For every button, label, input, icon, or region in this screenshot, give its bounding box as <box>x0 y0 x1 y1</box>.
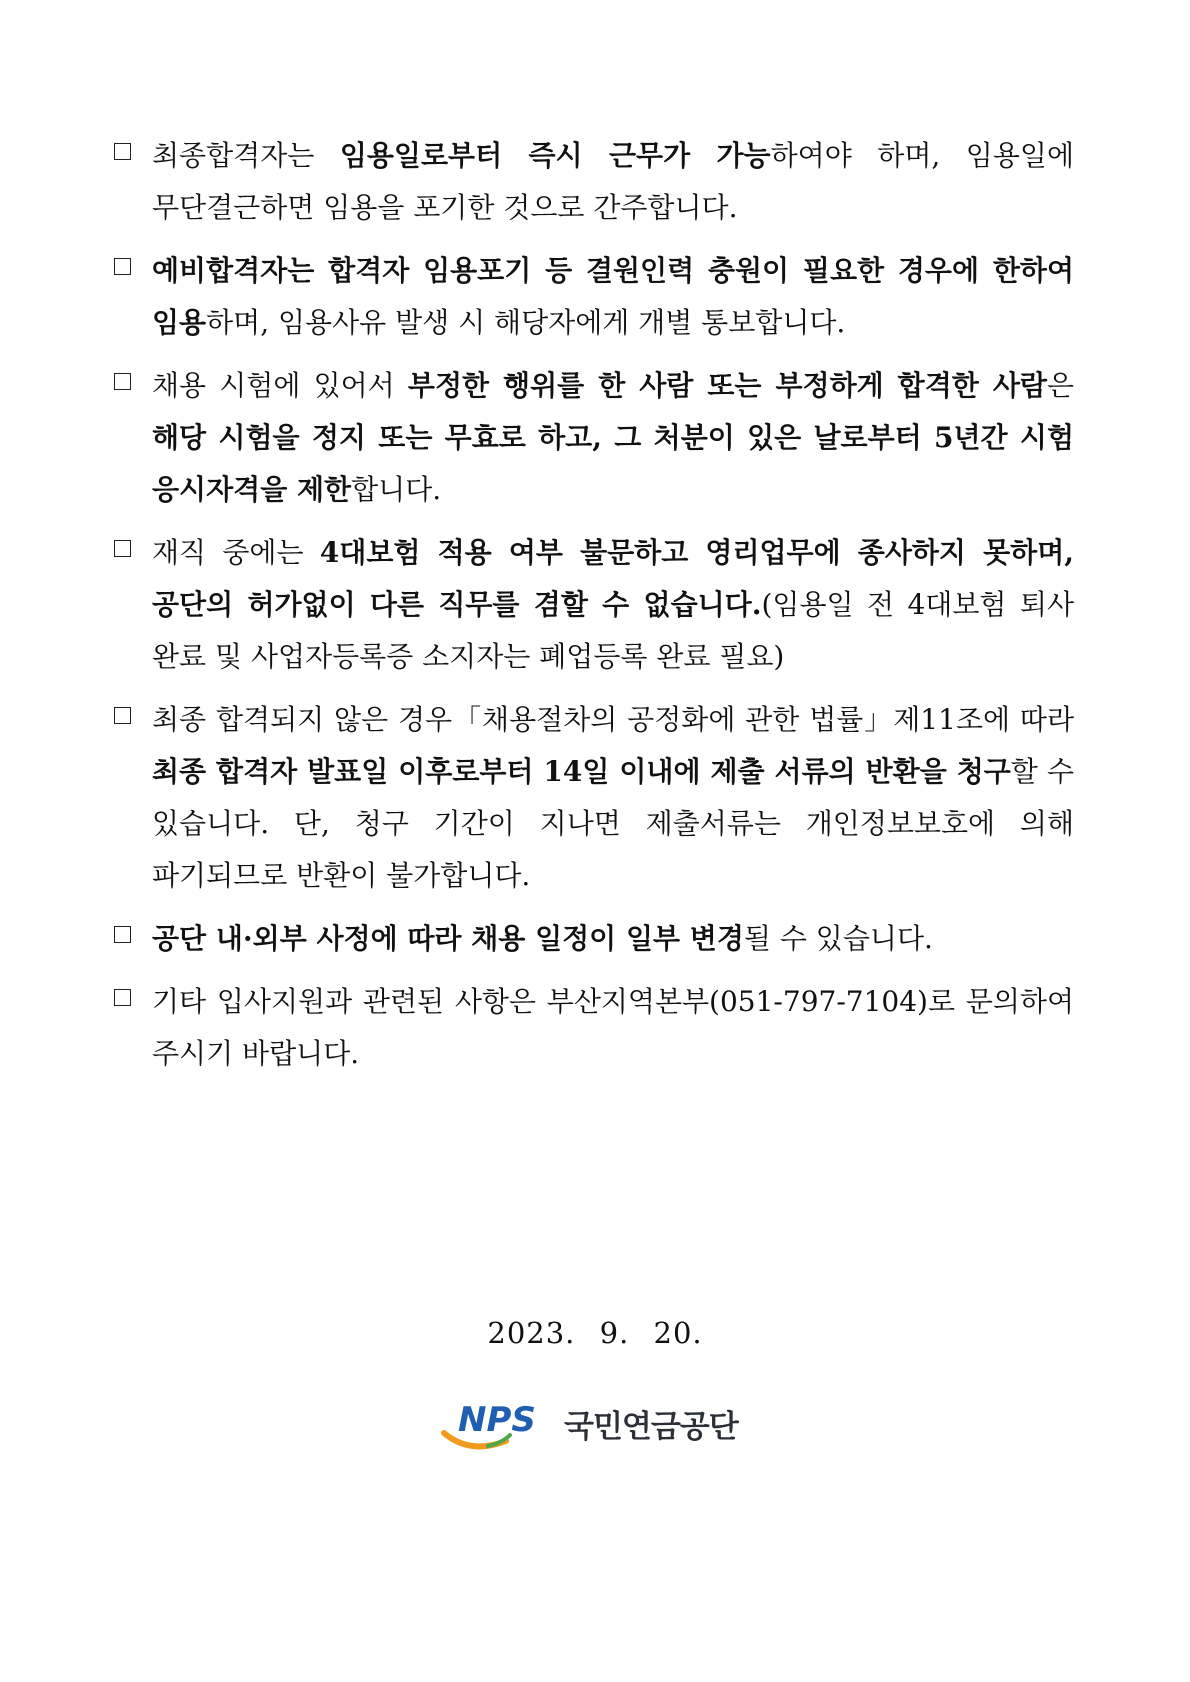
notice-segment: 할 수 있습니다. 단, 청구 기간이 지나면 제출서류는 개인정보보호에 의해 파기되므로 반환이 불가합니다. <box>152 755 1074 892</box>
notice-item <box>114 245 1074 349</box>
notice-text <box>152 360 1074 516</box>
notice-item <box>114 913 1074 965</box>
notice-emphasis: 4대보험 적용 여부 불문하고 영리업무에 종사하지 못하며, 공단의 허가없이 다른 직무를 겸할 수 없습니다. <box>152 536 1074 621</box>
checkbox-bullet-icon <box>114 707 131 724</box>
notice-segment: 기타 입사지원과 관련된 사항은 부산지역본부(051-797-7104)로 문의하여 주시기 바랍니다. <box>152 985 1074 1070</box>
nps-logo <box>440 1378 770 1468</box>
notice-item <box>114 976 1074 1080</box>
checkbox-bullet-icon <box>114 143 131 160</box>
checkbox-bullet-icon <box>114 258 131 275</box>
checkbox-bullet-icon <box>114 373 131 390</box>
checkbox-bullet-icon <box>114 926 131 943</box>
notice-segment: 최종합격자는 <box>152 139 340 172</box>
notice-item <box>114 527 1074 683</box>
checkbox-bullet-icon <box>114 989 131 1006</box>
notice-segment: 하여야 하며, 임용일에 무단결근하면 임용을 포기한 것으로 간주합니다. <box>152 139 1074 224</box>
notice-segment: 합니다. <box>351 473 442 506</box>
notice-segment: 재직 중에는 <box>152 536 320 569</box>
notice-emphasis: 최종 합격자 발표일 이후로부터 14일 이내에 제출 서류의 반환을 청구 <box>152 755 1011 788</box>
notice-text <box>152 976 1074 1080</box>
notice-emphasis: 공단 내·외부 사정에 따라 채용 일정이 일부 변경 <box>152 922 744 955</box>
notice-emphasis: 임용일로부터 즉시 근무가 가능 <box>339 139 771 172</box>
notice-text <box>152 130 1074 234</box>
logo-mark-text: NPS <box>458 1400 536 1440</box>
notice-segment: 될 수 있습니다. <box>743 922 933 955</box>
document-date: 2023. 9. 20. <box>487 1316 703 1350</box>
notice-text <box>152 913 1074 965</box>
notice-emphasis: 부정한 행위를 한 사람 또는 부정하게 합격한 사람 <box>407 369 1047 402</box>
notice-item <box>114 130 1074 234</box>
notice-text <box>152 527 1074 683</box>
notice-segment: 최종 합격되지 않은 경우「채용절차의 공정화에 관한 법률」제11조에 따라 <box>152 703 1074 736</box>
notice-segment: 은 <box>1046 369 1075 402</box>
notice-text <box>152 245 1074 349</box>
notice-item <box>114 360 1074 516</box>
notice-text <box>152 694 1074 902</box>
notice-segment: 채용 시험에 있어서 <box>152 369 408 402</box>
notice-item <box>114 694 1074 902</box>
logo-organization-name: 국민연금공단 <box>564 1408 738 1445</box>
nps-logo-mark <box>440 1393 560 1453</box>
notice-emphasis: 예비합격자는 합격자 임용포기 등 결원인력 충원이 필요한 경우에 한하여 임용 <box>152 254 1074 339</box>
checkbox-bullet-icon <box>114 540 131 557</box>
notice-segment: (임용일 전 4대보험 퇴사 완료 및 사업자등록증 소지자는 폐업등록 완료 필요) <box>152 588 1074 673</box>
notice-emphasis: 해당 시험을 정지 또는 무효로 하고, 그 처분이 있은 날로부터 5년간 시험 응시자격을 제한 <box>152 421 1074 506</box>
notice-list <box>114 130 1074 1091</box>
notice-segment: 하며, 임용사유 발생 시 해당자에게 개별 통보합니다. <box>206 306 846 339</box>
